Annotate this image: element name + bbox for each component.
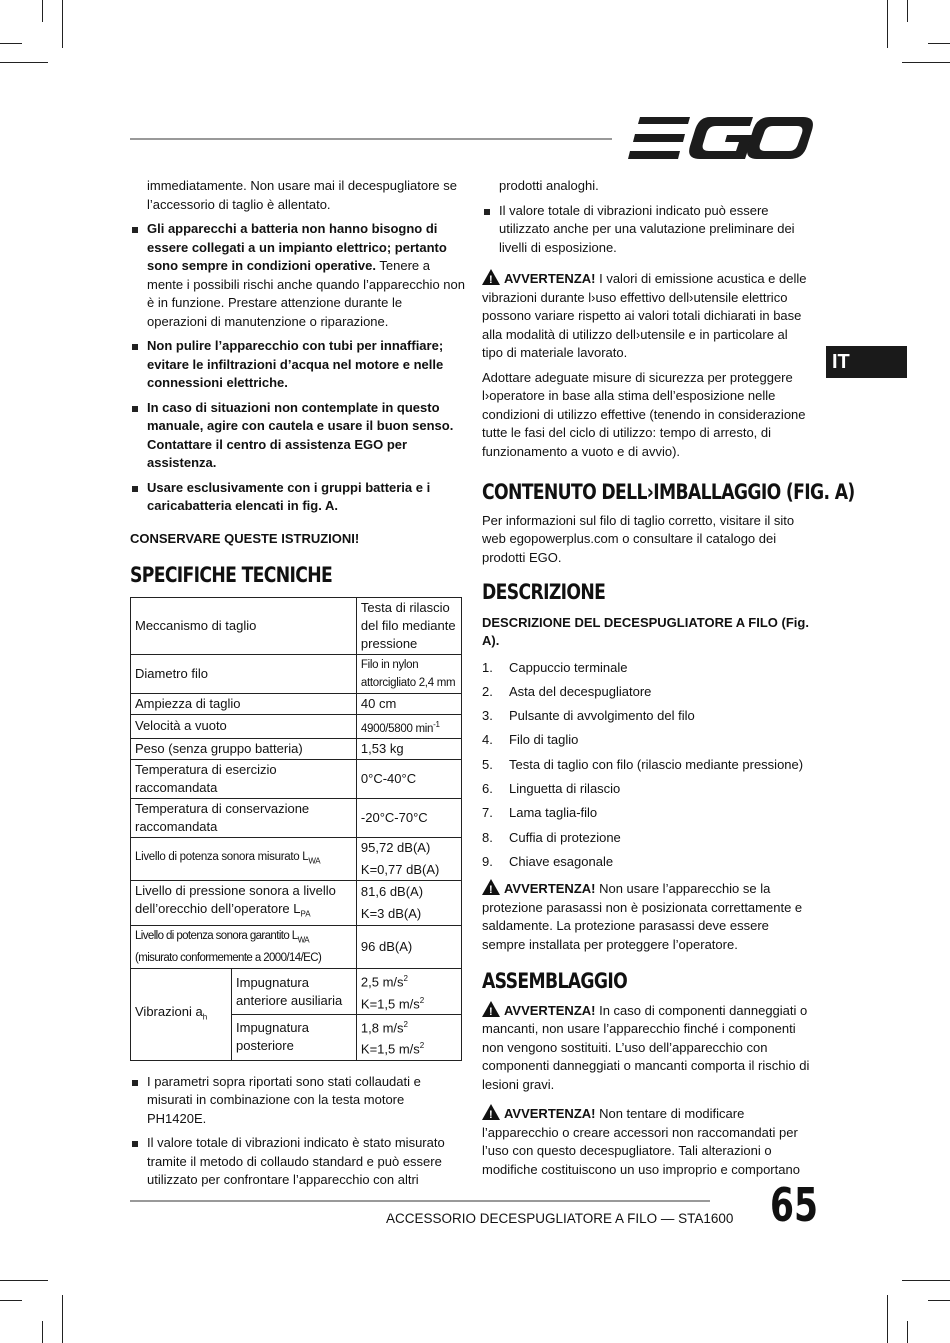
spec-label: Livello di pressione sonora a livello dell’orecchio dell’operatore $L_{PA}$ [131,881,357,926]
spec-label: Vibrazioni $a_h$ [131,969,232,1060]
footer-rule [130,1200,710,1202]
table-row [131,693,462,714]
crop-mark [62,0,63,48]
language-tab: IT [826,346,907,378]
spec-value: 95,72 dB(A) K=0,77 dB(A) [356,838,461,881]
crop-mark [887,1295,888,1343]
list-item: Il valore totale di vibrazioni indicato è stato misurato tramite il metodo di collaudo standard e può essere utilizzato per confrontare l’apparecchio con altri [130,1134,465,1190]
crop-mark [928,43,950,44]
warning-text: Non usare l’apparecchio se la protezione parasassi non è posizionata correttamente e saldamente. La protezione parasassi deve essere sempre installata per proteggere l’operatore. [482,881,803,952]
section-heading-assemblaggio: ASSEMBLAGGIO [482,969,628,994]
crop-mark [0,62,48,63]
intro-text: immediatamente. Non usare mai il decespugliatore se l’accessorio di taglio è allentato. [147,178,457,212]
list-item: I parametri sopra riportati sono stati collaudati e misurati in combinazione con la testa motore PH1420E. [130,1073,465,1129]
table-row [131,597,462,654]
list-item: 6. Linguetta di rilascio [482,780,621,796]
crop-mark [42,0,43,22]
warning-label: AVVERTENZA! [504,881,596,897]
header-rule [130,138,612,140]
table-row [131,838,462,881]
spec-table [130,597,462,1061]
spec-label: Peso (senza gruppo batteria) [131,739,357,760]
crop-mark [887,0,888,48]
table-row [131,654,462,693]
crop-mark [928,1300,950,1301]
save-instructions: CONSERVARE QUESTE ISTRUZIONI! [130,530,360,546]
spec-value: 4900/5800 $\min^{-1}$ [356,714,461,739]
list-item: 3. Pulsante di avvolgimento del filo [482,708,695,724]
spec-value: Testa di rilascio del filo mediante pressione [356,597,461,654]
spec-label: Temperatura di esercizio raccomandata [131,760,357,799]
crop-mark [0,1300,22,1301]
paragraph: Per informazioni sul filo di taglio corretto, visitare il sito web egopowerplus.com o consultare il catalogo dei prodotti EGO. [482,512,795,565]
crop-mark [902,62,950,63]
crop-mark [62,1295,63,1343]
spec-value: -20°C-70°C [356,799,461,838]
bullet-bold: Non pulire l’apparecchio con tubi per innaffiare; evitare le infiltrazioni d’acqua nel motore e nelle connessioni elettriche. [147,338,444,390]
bullet-bold: Gli apparecchi a batteria non hanno bisogno di essere collegati a un impianto elettrico; pertanto sono sempre in condizioni operative. [147,221,447,273]
section-heading-specifiche: SPECIFICHE TECNICHE [130,563,333,587]
crop-mark [0,43,22,44]
warning-block [482,269,812,363]
list-item: 8. Cuffia di protezione [482,829,621,845]
spec-value: 81,6 dB(A) K=3 dB(A) [356,881,461,926]
warning-icon [482,1104,500,1120]
paragraph: Adottare adeguate misure di sicurezza per proteggere l›operatore in base alla stima dell’esposizione nelle condizioni di utilizzo effettive (tenendo in considerazione tutte le fasi del ciclo di utilizzo: tempo di arresto, di funzionamento a vuoto e di avvio). [482,369,806,459]
warning-text: Non tentare di modificare l’apparecchio o creare accessori non raccomandati per l’uso con questo decespugliatore. Tali alterazioni o modifiche costituiscono un uso improprio e comportano [482,1106,800,1177]
warning-icon [482,1001,500,1017]
table-row [131,925,462,968]
spec-sublabel: Impugnatura posteriore [232,1014,357,1060]
spec-value: 96 dB(A) [356,925,461,968]
left-column [130,177,465,1196]
bullet-bold: In caso di situazioni non contemplate in questo manuale, agire con cautela e usare il buon senso. Contattare il centro di assistenza EGO per assistenza. [147,399,454,470]
list-item: 2. Asta del decespugliatore [482,683,652,699]
spec-label: Livello di potenza sonora misurato $L_{WA}$ [131,838,357,881]
warning-label: AVVERTENZA! [504,1002,596,1018]
list-item: 9. Chiave esagonale [482,853,614,869]
spec-label: Diametro filo [131,654,357,693]
spec-sublabel: Impugnatura anteriore ausiliaria [232,969,357,1015]
warning-text: In caso di componenti danneggiati o mancanti, non usare l’apparecchio finché i componenti non vengono sostituiti. L’uso dell’apparecchio con componenti danneggiati o mancanti comporta il rischio di lesioni gravi. [482,1002,810,1092]
ego-logo [628,117,813,159]
footer-title: ACCESSORIO DECESPUGLIATORE A FILO — STA1600 [386,1211,734,1226]
spec-value: 1,53 kg [356,739,461,760]
spec-value: Filo in nylon attorcigliato 2,4 mm [356,654,461,693]
crop-mark [907,0,908,22]
spec-label: Ampiezza di taglio [131,693,357,714]
spec-label: Velocità a vuoto [131,714,357,739]
warning-block [482,1104,812,1179]
list-item [130,220,465,331]
table-row [131,799,462,838]
continued-text: prodotti analoghi. [499,178,599,193]
table-row [131,881,462,926]
section-heading-contenuto: CONTENUTO DELL›IMBALLAGGIO (FIG. A) [482,480,855,504]
right-column [482,177,855,1185]
table-row [131,739,462,760]
crop-mark [0,1280,48,1281]
list-item: 5. Testa di taglio con filo (rilascio mediante pressione) [482,756,804,772]
crop-mark [907,1321,908,1343]
warning-icon [482,879,500,895]
spec-value: 2,5 $m/s^2$ K=1,5 $m/s^2$ [356,969,461,1015]
list-item: 7. Lama taglia-filo [482,805,598,821]
parts-list [482,659,812,872]
warning-text: I valori di emissione acustica e delle vibrazioni durante l›uso effettivo dell›utensile elettrico possono variare rispetto ai valori totali dichiarati in base alla modalità di utilizzo dell›utensile e in particolare al tipo di materiale lavorato. [482,271,807,360]
table-row [131,969,462,1015]
spec-value: 40 cm [356,693,461,714]
spec-value: 0°C-40°C [356,760,461,799]
spec-label: Temperatura di conservazione raccomandata [131,799,357,838]
list-item [130,337,465,393]
list-item: 1. Cappuccio terminale [482,659,628,675]
crop-mark [902,1280,950,1281]
subheading: DESCRIZIONE DEL DECESPUGLIATORE A FILO (Fig. A). [482,614,809,648]
spec-value: 1,8 $m/s^2$ K=1,5 $m/s^2$ [356,1014,461,1060]
section-heading-descrizione: DESCRIZIONE [482,580,606,604]
list-item [130,479,465,516]
bullet-text: Tenere a mente i possibili rischi anche quando l’apparecchio non è in funzione. Prestare attenzione durante le operazioni di manutenzione o riparazione. [147,258,465,329]
spec-label: Meccanismo di taglio [131,597,357,654]
page-number: 65 [770,1178,819,1232]
warning-icon [482,269,500,285]
table-row [131,714,462,739]
table-row [131,760,462,799]
crop-mark [42,1321,43,1343]
spec-label: Livello di potenza sonora garantito $L_{WA}$ (misurato conformemente a 2000/14/EC) [131,925,357,968]
warning-label: AVVERTENZA! [504,1106,596,1122]
bullet-bold: Usare esclusivamente con i gruppi batteria e i caricabatteria elencati in fig. A. [147,479,431,513]
warning-block [482,1001,812,1095]
list-item: Il valore totale di vibrazioni indicato può essere utilizzato anche per una valutazione preliminare dei livelli di esposizione. [482,202,812,258]
warning-label: AVVERTENZA! [504,271,596,286]
list-item: 4. Filo di taglio [482,732,579,748]
list-item [130,399,465,473]
warning-block [482,879,812,954]
